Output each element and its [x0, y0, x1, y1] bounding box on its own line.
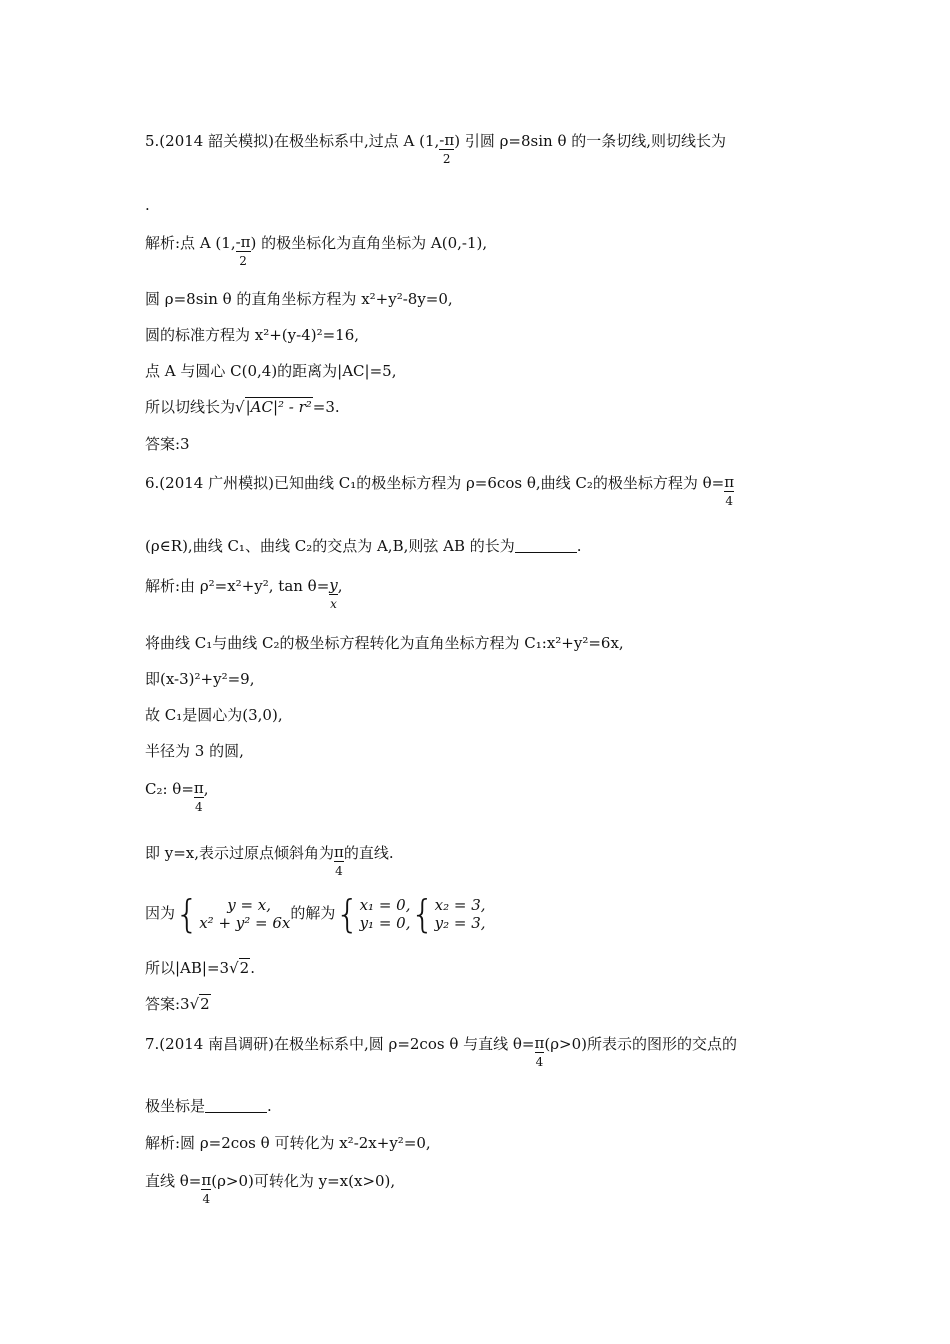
fraction: $\frac{\pi}{4}$ [201, 1171, 212, 1206]
q7-stem: 7.(2014 南昌调研)在极坐标系中,圆 ρ=2cos θ 与直线 θ= $\frac{\pi}{4}$ (ρ>0)所表示的图形的交点的 [145, 1034, 737, 1069]
q6-solution-line4: 故 C₁是圆心为(3,0), [145, 706, 283, 724]
q6-solution-line6: C₂: θ= $\frac{\pi}{4}$ , [145, 779, 209, 814]
sqrt-expression: √2 [189, 995, 210, 1013]
fraction: $\frac{\pi}{4}$ [534, 1034, 545, 1069]
equation-system: y = x, x² + y² = 6x [199, 896, 291, 932]
sqrt-expression: √2 [229, 959, 250, 977]
q7-stem-cont: 极坐标是 . [145, 1097, 272, 1115]
q6-solution-line7: 即 y=x,表示过原点倾斜角为 $\frac{\pi}{4}$ 的直线. [145, 843, 394, 878]
q6-stem-cont: (ρ∈R),曲线 C₁、曲线 C₂的交点为 A,B,则弦 AB 的长为 . [145, 537, 582, 555]
fraction: $\frac{-\pi}{2}$ [235, 233, 251, 268]
solution-system: x₁ = 0, y₁ = 0, [359, 896, 411, 932]
fraction: $\frac{y}{x}$ [329, 576, 338, 611]
answer-blank [515, 538, 577, 553]
solution-system: x₂ = 3, y₂ = 3, [434, 896, 486, 932]
q7-solution-line2: 直线 θ= $\frac{\pi}{4}$ (ρ>0)可转化为 y=x(x>0), [145, 1171, 396, 1206]
q6-solution-line9: 所以|AB|=3√2. [145, 959, 255, 977]
left-brace: { [175, 892, 200, 936]
q5-solution-line1: 解析:点 A (1, $\frac{-\pi}{2}$ ) 的极坐标化为直角坐标为 A(0,-1), [145, 233, 488, 268]
fraction: $\frac{-\pi}{2}$ [439, 131, 455, 166]
left-brace: { [335, 892, 360, 936]
q6-answer: 答案:3√2 [145, 995, 210, 1013]
fraction: $\frac{\pi}{4}$ [724, 473, 735, 508]
q5-solution-line4: 点 A 与圆心 C(0,4)的距离为|AC|=5, [145, 362, 397, 380]
q5-solution-line5: 所以切线长为√|AC|² - r²=3. [145, 398, 340, 416]
q5-answer: 答案:3 [145, 435, 190, 453]
q6-solution-line5: 半径为 3 的圆, [145, 742, 244, 760]
q6-stem: 6.(2014 广州模拟)已知曲线 C₁的极坐标方程为 ρ=6cos θ,曲线 C₂的极坐标方程为 θ= $\frac{\pi}{4}$ [145, 473, 735, 508]
q6-solution-line3: 即(x-3)²+y²=9, [145, 670, 255, 688]
q5-solution-line3: 圆的标准方程为 x²+(y-4)²=16, [145, 326, 360, 344]
q5-stem: 5.(2014 韶关模拟)在极坐标系中,过点 A (1, $\frac{-\pi}{2}$ ) 引圆 ρ=8sin θ 的一条切线,则切线长为 [145, 131, 727, 166]
fraction: $\frac{\pi}{4}$ [193, 779, 204, 814]
sqrt-expression: √|AC|² - r² [235, 398, 312, 416]
q7-solution-line1: 解析:圆 ρ=2cos θ 可转化为 x²-2x+y²=0, [145, 1134, 431, 1152]
q6-solution-line2: 将曲线 C₁与曲线 C₂的极坐标方程转化为直角坐标方程为 C₁:x²+y²=6x, [145, 634, 624, 652]
answer-blank [205, 1098, 267, 1113]
q5-stem-end: . [145, 196, 150, 214]
q5-solution-line2: 圆 ρ=8sin θ 的直角坐标方程为 x²+y²-8y=0, [145, 290, 453, 308]
q6-solution-line8: 因为{ y = x, x² + y² = 6x 的解为{ x₁ = 0, y₁ = 0, { x₂ = 3, y₂ = 3, [145, 892, 486, 936]
fraction: $\frac{\pi}{4}$ [334, 843, 344, 878]
q6-solution-line1: 解析:由 ρ²=x²+y², tan θ= $\frac{y}{x}$ , [145, 576, 343, 611]
left-brace: { [410, 892, 435, 936]
